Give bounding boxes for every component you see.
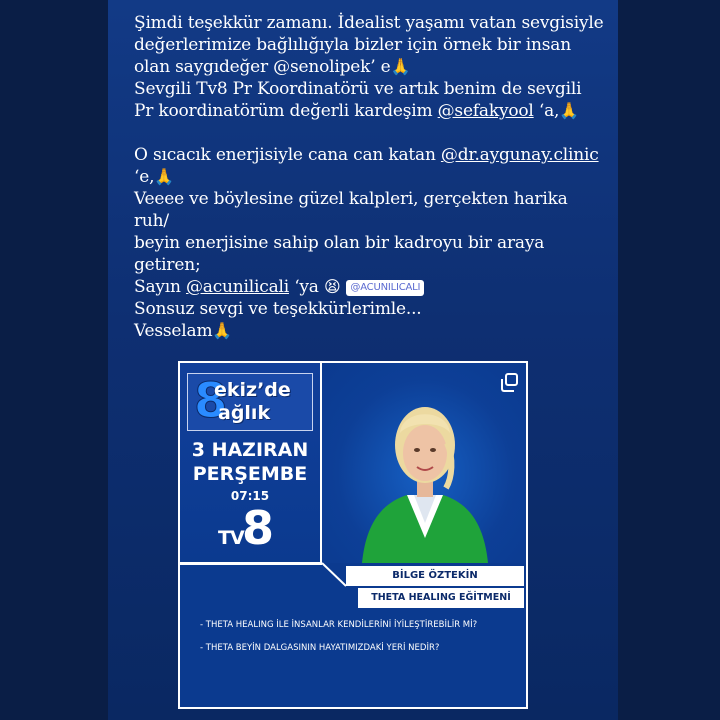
caption-line: ‘e,🙏	[134, 167, 175, 187]
pray-emoji: 🙏	[390, 57, 411, 76]
question-item: - THETA BEYİN DALGASININ HAYATIMIZDAKİ YERİ NEDİR?	[200, 643, 440, 653]
caption-line: Şimdi teşekkür zamanı. İdealist yaşamı vatan sevgisiyle	[134, 13, 604, 33]
air-day: PERŞEMBE	[192, 463, 308, 485]
tv8-logo: TV 8	[218, 501, 275, 555]
caption-line: Sayın @acunilicali ‘ya 😫 @ACUNILICALI	[134, 276, 604, 298]
pray-emoji: 🙏	[154, 167, 175, 186]
pray-emoji: 🙏	[559, 101, 579, 120]
logo-text-line2: ağlık	[218, 402, 271, 424]
mention-sticker-chip[interactable]: @ACUNILICALI	[346, 280, 424, 296]
presenter-figure	[322, 363, 528, 563]
caption-line: değerlerimize bağlılığıyla bizler için örnek bir insan	[134, 35, 571, 55]
caption-line: Pr koordinatörüm değerli kardeşim @sefakyool ‘a,🙏	[134, 101, 579, 121]
multi-post-icon	[505, 373, 518, 386]
shared-post-card[interactable]	[178, 361, 528, 709]
question-item: - THETA HEALING İLE İNSANLAR KENDİLERİNİ İYİLEŞTİREBİLİR Mİ?	[200, 620, 478, 630]
caption-line: Veeee ve böylesine güzel kalpleri, gerçekten harika ruh/	[134, 189, 568, 231]
logo-digit: 8	[194, 373, 228, 429]
mention-dr-aygunay-clinic[interactable]: @dr.aygunay.clinic	[440, 145, 599, 165]
story-caption	[134, 12, 604, 342]
caption-line: O sıcacık enerjisiyle cana can katan @dr.aygunay.clinic	[134, 145, 599, 165]
presenter-name: BİLGE ÖZTEKİN	[346, 566, 524, 586]
caption-line: Sevgili Tv8 Pr Koordinatörü ve artık benim de sevgili	[134, 79, 582, 99]
caption-line: Vesselam🙏	[134, 321, 233, 341]
program-info-panel	[180, 363, 322, 565]
caption-line: getiren;	[134, 255, 201, 275]
air-time: 07:15	[230, 489, 270, 503]
weary-emoji: 😫	[323, 277, 341, 296]
caption-line: olan saygıdeğer @senolipek’ e🙏	[134, 57, 411, 77]
mention-sefakyool[interactable]: @sefakyool	[437, 101, 534, 121]
presenter-photo	[322, 363, 528, 563]
air-date: 3 HAZIRAN	[191, 439, 309, 461]
logo-text-line1: ekiz’de	[214, 379, 291, 401]
mention-acunilicali[interactable]: @acunilicali	[185, 277, 289, 297]
caption-line: Sonsuz sevgi ve teşekkürlerimle...	[134, 299, 422, 319]
pray-emoji: 🙏	[212, 321, 233, 340]
presenter-title: THETA HEALING EĞİTMENİ	[358, 587, 524, 608]
caption-line: beyin enerjisine sahip olan bir kadroyu bir araya	[134, 233, 545, 253]
program-logo	[187, 373, 313, 431]
